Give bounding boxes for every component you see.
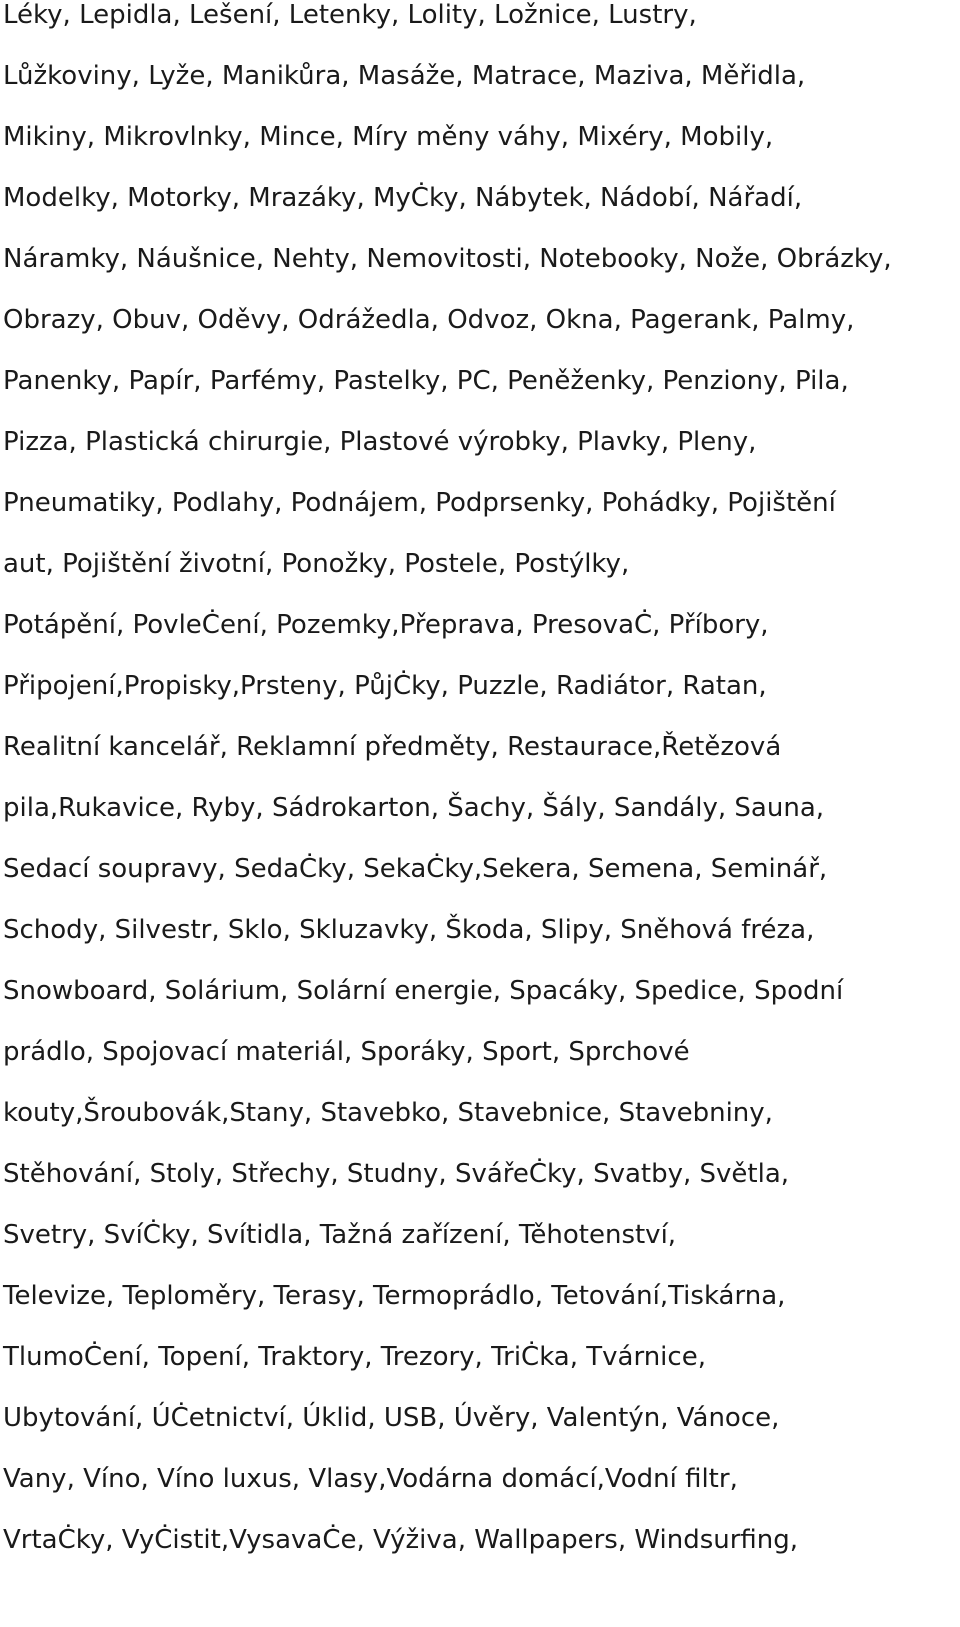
text-line: Modelky, Motorky, Mrazáky, MyĊky, Nábytek, Nádobí, Nářadí, xyxy=(3,183,803,213)
text-line: Panenky, Papír, Parfémy, Pastelky, PC, Peněženky, Penziony, Pila, xyxy=(3,366,849,396)
text-line: Snowboard, Solárium, Solární energie, Spacáky, Spedice, Spodní xyxy=(3,976,844,1006)
text-line: Připojení,Propisky,Prsteny, PůjĊky, Puzzle, Radiátor, Ratan, xyxy=(3,671,767,701)
text-line: Pneumatiky, Podlahy, Podnájem, Podprsenky, Pohádky, Pojištění xyxy=(3,488,836,518)
text-line: pila,Rukavice, Ryby, Sádrokarton, Šachy, Šály, Sandály, Sauna, xyxy=(3,793,825,823)
text-line: Léky, Lepidla, Lešení, Letenky, Lolity, Ložnice, Lustry, xyxy=(3,0,697,30)
text-line: Realitní kancelář, Reklamní předměty, Restaurace,Řetězová xyxy=(3,732,782,762)
text-line: Mikiny, Mikrovlnky, Mince, Míry měny váhy, Mixéry, Mobily, xyxy=(3,122,774,152)
text-line: Obrazy, Obuv, Oděvy, Odrážedla, Odvoz, Okna, Pagerank, Palmy, xyxy=(3,305,855,335)
text-line: VrtaĊky, VyĊistit,VysavaĊe, Výživa, Wallpapers, Windsurfing, xyxy=(3,1525,799,1555)
text-line: Potápění, PovleĊení, Pozemky,Přeprava, PresovaĊ, Příbory, xyxy=(3,610,769,640)
text-line: Pizza, Plastická chirurgie, Plastové výrobky, Plavky, Pleny, xyxy=(3,427,757,457)
text-line: Stěhování, Stoly, Střechy, Studny, SvářeĊky, Svatby, Světla, xyxy=(3,1159,790,1189)
text-line: Sedací soupravy, SedaĊky, SekaĊky,Sekera, Semena, Seminář, xyxy=(3,854,828,884)
text-line: Náramky, Náušnice, Nehty, Nemovitosti, Notebooky, Nože, Obrázky, xyxy=(3,244,892,274)
text-line: Svetry, SvíĊky, Svítidla, Tažná zařízení, Těhotenství, xyxy=(3,1220,677,1250)
text-line: kouty,Šroubovák,Stany, Stavebko, Stavebnice, Stavebniny, xyxy=(3,1098,773,1128)
text-line: aut, Pojištění životní, Ponožky, Postele, Postýlky, xyxy=(3,549,630,579)
text-line: Ubytování, ÚĊetnictví, Úklid, USB, Úvěry, Valentýn, Vánoce, xyxy=(3,1403,780,1433)
text-line: TlumoĊení, Topení, Traktory, Trezory, TriĊka, Tvárnice, xyxy=(3,1342,706,1372)
text-line: prádlo, Spojovací materiál, Sporáky, Sport, Sprchové xyxy=(3,1037,690,1067)
text-line: Vany, Víno, Víno luxus, Vlasy,Vodárna domácí,Vodní filtr, xyxy=(3,1464,738,1494)
text-line: Schody, Silvestr, Sklo, Skluzavky, Škoda, Slipy, Sněhová fréza, xyxy=(3,915,815,945)
text-line: Televize, Teploměry, Terasy, Termoprádlo, Tetování,Tiskárna, xyxy=(3,1281,786,1311)
text-line: Lůžkoviny, Lyže, Manikůra, Masáže, Matrace, Maziva, Měřidla, xyxy=(3,61,806,91)
